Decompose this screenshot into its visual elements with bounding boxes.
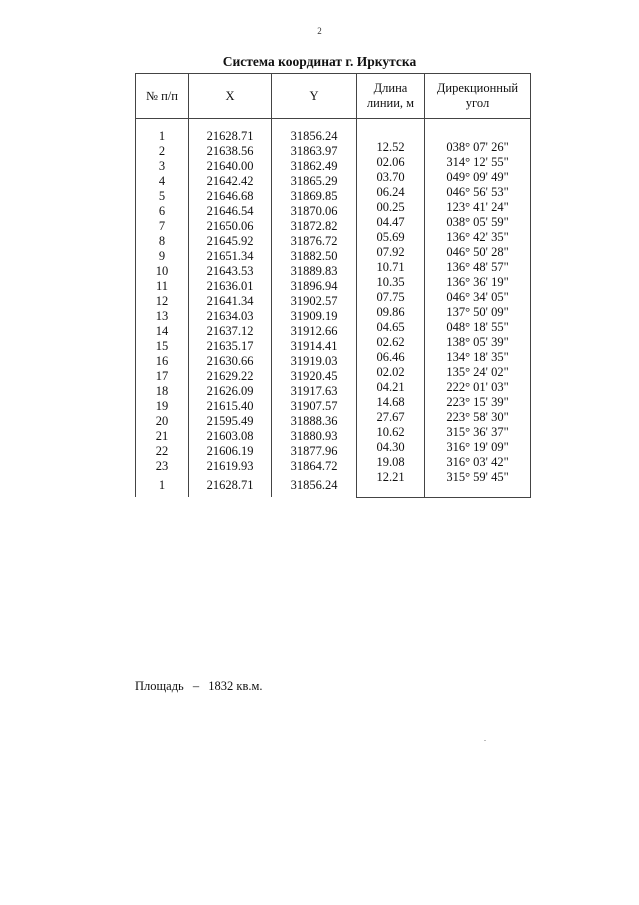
point-y: 31920.45 <box>272 369 357 384</box>
point-y: 31888.36 <box>272 414 357 429</box>
spacer-cell <box>189 119 272 130</box>
length-cell-empty <box>357 485 425 497</box>
header-num: № п/п <box>136 74 189 119</box>
point-x: 21641.34 <box>189 294 272 309</box>
segment-length: 00.25 <box>357 200 425 215</box>
segment-length: 06.46 <box>357 350 425 365</box>
point-y: 31896.94 <box>272 279 357 294</box>
segment-angle: 123° 41' 24" <box>425 200 531 215</box>
point-x: 21615.40 <box>189 399 272 414</box>
segment-angle: 137° 50' 09" <box>425 305 531 320</box>
segment-length: 04.47 <box>357 215 425 230</box>
point-y: 31907.57 <box>272 399 357 414</box>
point-y: 31889.83 <box>272 264 357 279</box>
point-number: 9 <box>136 249 189 264</box>
point-number: 15 <box>136 339 189 354</box>
segment-length: 02.62 <box>357 335 425 350</box>
segment-angle: 138° 05' 39" <box>425 335 531 350</box>
table-row <box>136 129 531 140</box>
point-x: 21650.06 <box>189 219 272 234</box>
segment-angle: 223° 15' 39" <box>425 395 531 410</box>
scan-speck <box>484 740 486 741</box>
angle-cell-empty <box>425 129 531 140</box>
point-number: 3 <box>136 159 189 174</box>
area-label: Площадь <box>135 679 184 693</box>
spacer-cell <box>136 119 189 130</box>
point-number: 6 <box>136 204 189 219</box>
spacer-cell <box>425 119 531 130</box>
segment-angle: 136° 36' 19" <box>425 275 531 290</box>
segment-angle: 049° 09' 49" <box>425 170 531 185</box>
header-angle <box>425 74 531 119</box>
segment-length: 04.65 <box>357 320 425 335</box>
point-x: 21595.49 <box>189 414 272 429</box>
point-number: 18 <box>136 384 189 399</box>
segment-length: 12.52 <box>357 140 425 155</box>
area-line <box>135 679 263 694</box>
point-x: 21626.09 <box>189 384 272 399</box>
point-number: 11 <box>136 279 189 294</box>
point-y: 31877.96 <box>272 444 357 459</box>
point-number: 14 <box>136 324 189 339</box>
point-y: 31880.93 <box>272 429 357 444</box>
coordinates-table <box>135 73 531 498</box>
point-y: 31863.97 <box>272 144 357 159</box>
point-number: 1 <box>136 474 189 497</box>
point-x: 21628.71 <box>189 129 272 144</box>
header-length-line2: линии, м <box>366 96 415 110</box>
angle-cell-empty <box>425 485 531 497</box>
point-y: 31876.72 <box>272 234 357 249</box>
point-x: 21637.12 <box>189 324 272 339</box>
point-number: 5 <box>136 189 189 204</box>
segment-angle: 038° 05' 59" <box>425 215 531 230</box>
point-number: 19 <box>136 399 189 414</box>
point-number: 13 <box>136 309 189 324</box>
area-value: 1832 кв.м. <box>208 679 263 693</box>
point-x: 21619.93 <box>189 459 272 474</box>
header-angle-line1: Дирекционный <box>436 81 519 95</box>
document-title: Система координат г. Иркутска <box>222 54 417 69</box>
spacer-cell <box>357 119 425 130</box>
point-x: 21646.68 <box>189 189 272 204</box>
segment-length: 12.21 <box>357 470 425 485</box>
length-cell-empty <box>357 129 425 140</box>
point-number: 2 <box>136 144 189 159</box>
point-x: 21643.53 <box>189 264 272 279</box>
point-number: 8 <box>136 234 189 249</box>
point-y: 31865.29 <box>272 174 357 189</box>
segment-angle: 046° 56' 53" <box>425 185 531 200</box>
segment-length: 10.71 <box>357 260 425 275</box>
point-x: 21646.54 <box>189 204 272 219</box>
segment-angle: 048° 18' 55" <box>425 320 531 335</box>
point-x: 21636.01 <box>189 279 272 294</box>
point-y: 31864.72 <box>272 459 357 474</box>
segment-angle: 315° 59' 45" <box>425 470 531 485</box>
point-y: 31869.85 <box>272 189 357 204</box>
segment-angle: 136° 48' 57" <box>425 260 531 275</box>
point-x: 21645.92 <box>189 234 272 249</box>
segment-length: 06.24 <box>357 185 425 200</box>
segment-length: 07.75 <box>357 290 425 305</box>
segment-angle: 046° 34' 05" <box>425 290 531 305</box>
point-y: 31872.82 <box>272 219 357 234</box>
point-y: 31902.57 <box>272 294 357 309</box>
segment-angle: 316° 19' 09" <box>425 440 531 455</box>
segment-angle: 038° 07' 26" <box>425 140 531 155</box>
segment-length: 10.35 <box>357 275 425 290</box>
point-number: 23 <box>136 459 189 474</box>
point-number: 7 <box>136 219 189 234</box>
point-y: 31856.24 <box>272 474 357 497</box>
segment-length: 05.69 <box>357 230 425 245</box>
segment-angle: 315° 36' 37" <box>425 425 531 440</box>
point-x: 21638.56 <box>189 144 272 159</box>
point-x: 21606.19 <box>189 444 272 459</box>
point-x: 21642.42 <box>189 174 272 189</box>
segment-length: 02.06 <box>357 155 425 170</box>
header-length <box>357 74 425 119</box>
table-spacer-row <box>136 119 531 130</box>
point-x: 21640.00 <box>189 159 272 174</box>
point-x: 21628.71 <box>189 474 272 497</box>
point-x: 21635.17 <box>189 339 272 354</box>
point-number: 10 <box>136 264 189 279</box>
segment-angle: 314° 12' 55" <box>425 155 531 170</box>
point-x: 21629.22 <box>189 369 272 384</box>
segment-angle: 316° 03' 42" <box>425 455 531 470</box>
segment-length: 14.68 <box>357 395 425 410</box>
header-angle-line2: угол <box>465 96 490 110</box>
segment-length: 07.92 <box>357 245 425 260</box>
header-y: Y <box>272 74 357 119</box>
point-y: 31870.06 <box>272 204 357 219</box>
point-y: 31862.49 <box>272 159 357 174</box>
point-x: 21651.34 <box>189 249 272 264</box>
page-number: 2 <box>317 26 322 36</box>
spacer-cell <box>272 119 357 130</box>
table-body <box>136 119 531 498</box>
point-number: 4 <box>136 174 189 189</box>
segment-length: 09.86 <box>357 305 425 320</box>
segment-angle: 222° 01' 03" <box>425 380 531 395</box>
point-number: 22 <box>136 444 189 459</box>
segment-length: 27.67 <box>357 410 425 425</box>
point-number: 12 <box>136 294 189 309</box>
point-y: 31912.66 <box>272 324 357 339</box>
point-x: 21634.03 <box>189 309 272 324</box>
point-y: 31882.50 <box>272 249 357 264</box>
segment-length: 03.70 <box>357 170 425 185</box>
point-y: 31856.24 <box>272 129 357 144</box>
header-length-line1: Длина <box>373 81 408 95</box>
segment-length: 02.02 <box>357 365 425 380</box>
segment-angle: 136° 42' 35" <box>425 230 531 245</box>
point-number: 21 <box>136 429 189 444</box>
point-y: 31917.63 <box>272 384 357 399</box>
point-number: 1 <box>136 129 189 144</box>
point-x: 21603.08 <box>189 429 272 444</box>
point-number: 17 <box>136 369 189 384</box>
segment-angle: 135° 24' 02" <box>425 365 531 380</box>
point-y: 31909.19 <box>272 309 357 324</box>
segment-length: 04.21 <box>357 380 425 395</box>
point-y: 31914.41 <box>272 339 357 354</box>
point-number: 16 <box>136 354 189 369</box>
segment-angle: 046° 50' 28" <box>425 245 531 260</box>
segment-angle: 223° 58' 30" <box>425 410 531 425</box>
point-x: 21630.66 <box>189 354 272 369</box>
segment-length: 10.62 <box>357 425 425 440</box>
table-header-row <box>136 74 531 119</box>
point-number: 20 <box>136 414 189 429</box>
area-dash: – <box>192 679 200 693</box>
segment-length: 04.30 <box>357 440 425 455</box>
header-x: X <box>189 74 272 119</box>
segment-length: 19.08 <box>357 455 425 470</box>
segment-angle: 134° 18' 35" <box>425 350 531 365</box>
point-y: 31919.03 <box>272 354 357 369</box>
